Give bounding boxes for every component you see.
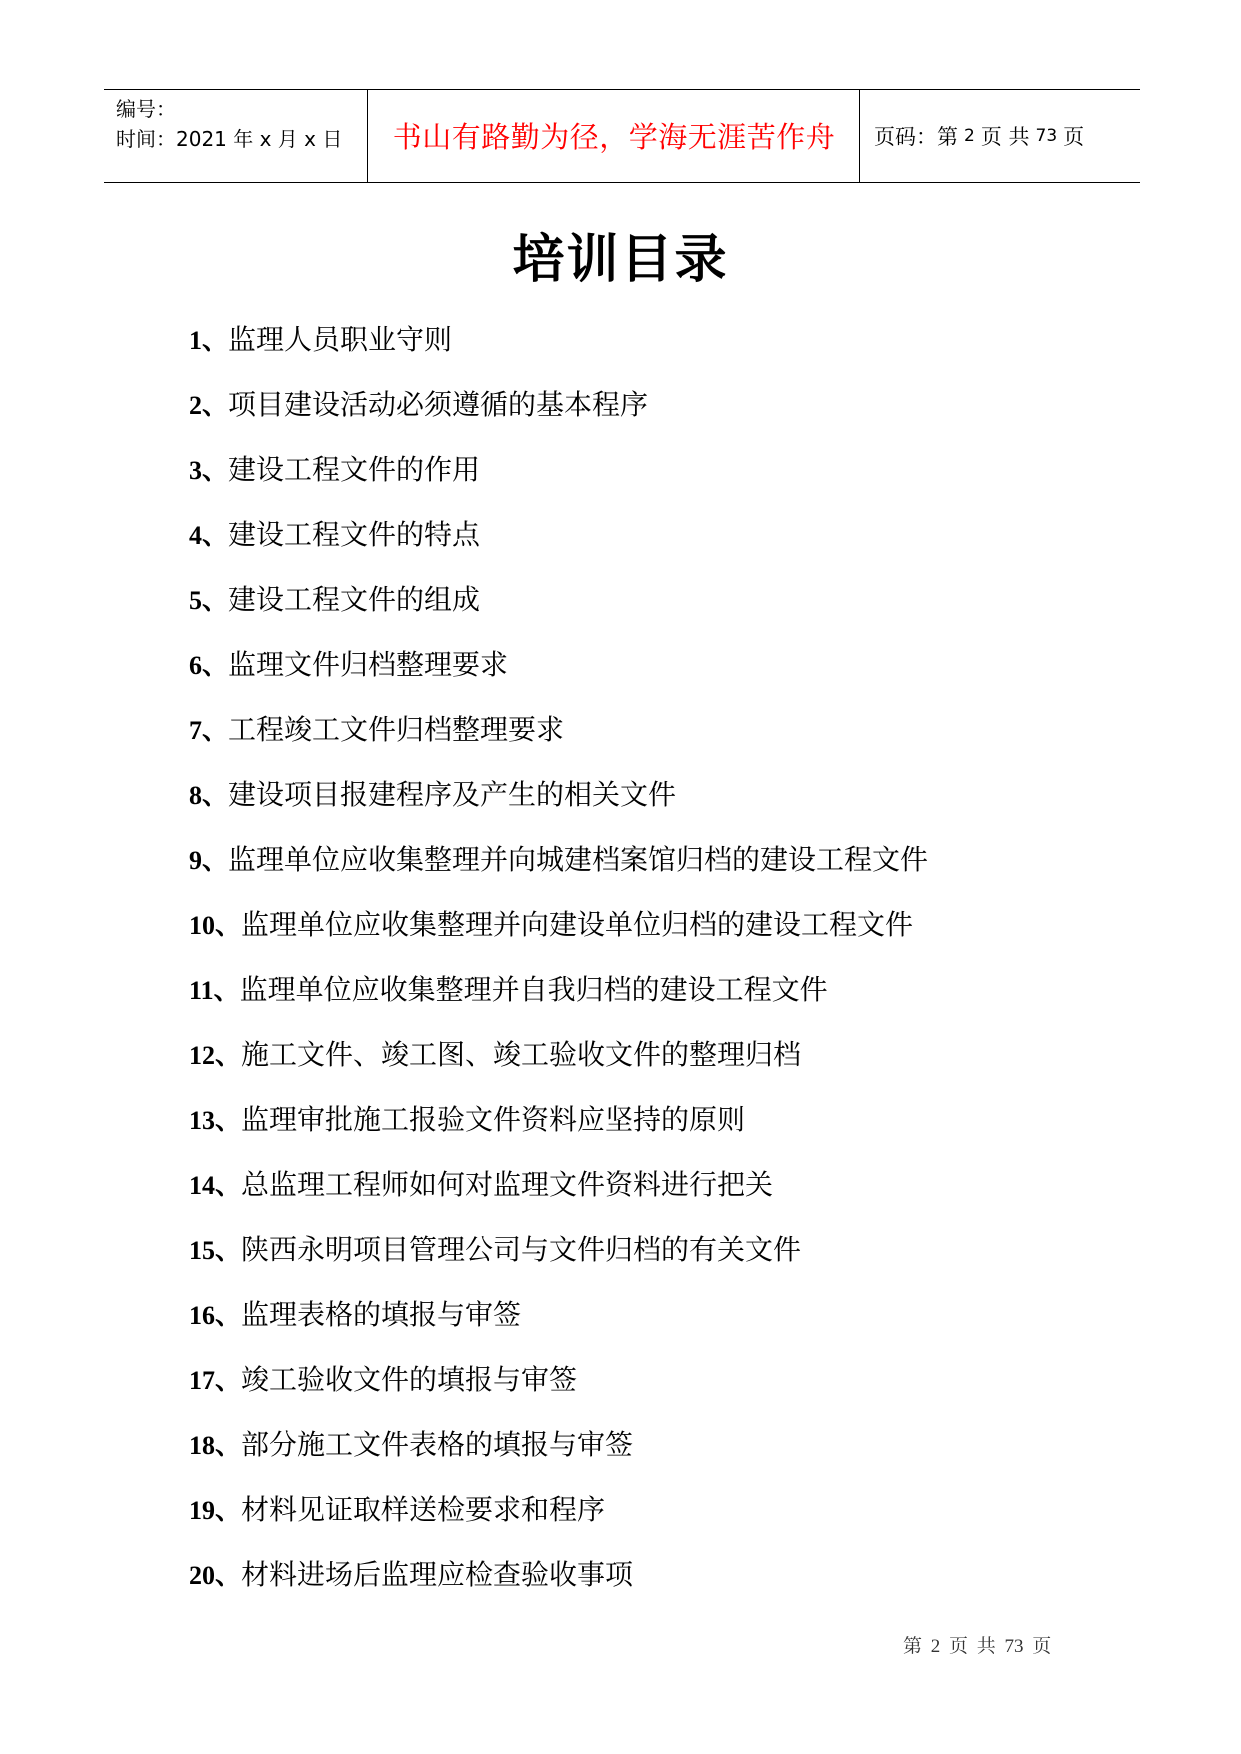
toc-item-number: 8、 xyxy=(189,781,229,810)
header-motto: 书山有路勤为径，学海无涯苦作舟 xyxy=(392,120,836,154)
page-footer: 第 2 页 共 73 页 xyxy=(903,1636,1052,1657)
toc-item xyxy=(189,776,928,841)
toc-item-number: 17、 xyxy=(189,1366,242,1395)
toc-item-number: 4、 xyxy=(189,521,229,550)
toc-item xyxy=(189,1296,928,1361)
toc-item xyxy=(189,451,928,516)
page-total: 73 xyxy=(1035,125,1058,146)
toc-item-title: 材料进场后监理应检查验收事项 xyxy=(241,1558,634,1591)
header-page-number xyxy=(874,90,1084,181)
page-mid: 页 共 xyxy=(980,124,1030,149)
toc-item-title: 监理单位应收集整理并向建设单位归档的建设工程文件 xyxy=(241,908,914,941)
toc-item-title: 监理单位应收集整理并自我归档的建设工程文件 xyxy=(239,973,828,1006)
toc-item-number: 5、 xyxy=(189,586,229,615)
toc-item-number: 9、 xyxy=(189,846,229,875)
toc-item-title: 部分施工文件表格的填报与审签 xyxy=(241,1428,634,1461)
toc-item-title: 项目建设活动必须遵循的基本程序 xyxy=(228,388,649,421)
toc-item-number: 15、 xyxy=(189,1236,242,1265)
toc-item-title: 建设工程文件的组成 xyxy=(228,583,481,616)
page-title: 培训目录 xyxy=(512,230,729,290)
page-suffix: 页 xyxy=(1063,124,1085,149)
toc-item xyxy=(189,1231,928,1296)
toc-item xyxy=(189,1556,928,1621)
toc-item-number: 7、 xyxy=(189,716,229,745)
toc-item xyxy=(189,1166,928,1231)
document-number-label: 编号： xyxy=(116,97,176,121)
toc-item xyxy=(189,1426,928,1491)
toc-item-title: 陕西永明项目管理公司与文件归档的有关文件 xyxy=(241,1233,802,1266)
toc-item xyxy=(189,971,928,1036)
toc-item-title: 监理表格的填报与审签 xyxy=(241,1298,522,1331)
toc-item-number: 13、 xyxy=(189,1106,242,1135)
header-meta xyxy=(116,94,342,154)
toc-item-number: 16、 xyxy=(189,1301,242,1330)
toc-item xyxy=(189,1491,928,1556)
toc-item-title: 建设工程文件的作用 xyxy=(228,453,481,486)
toc-item-number: 18、 xyxy=(189,1431,242,1460)
toc-item-title: 监理文件归档整理要求 xyxy=(228,648,509,681)
toc-item-number: 11、 xyxy=(189,976,240,1005)
toc-item-title: 竣工验收文件的填报与审签 xyxy=(241,1363,578,1396)
header-divider xyxy=(859,90,860,182)
toc-item-title: 监理审批施工报验文件资料应坚持的原则 xyxy=(241,1103,746,1136)
toc-item xyxy=(189,581,928,646)
toc-item-title: 监理人员职业守则 xyxy=(228,323,453,356)
toc-item xyxy=(189,711,928,776)
toc-item-number: 2、 xyxy=(189,391,229,420)
page-current: 2 xyxy=(964,125,975,146)
toc-item-number: 12、 xyxy=(189,1041,242,1070)
toc-item-title: 建设工程文件的特点 xyxy=(228,518,481,551)
toc-item-number: 19、 xyxy=(189,1496,242,1525)
toc-item-number: 20、 xyxy=(189,1561,242,1590)
document-date: 时间：2021 年 x 月 x 日 xyxy=(116,127,343,151)
toc-item-number: 14、 xyxy=(189,1171,242,1200)
toc-item-number: 10、 xyxy=(189,911,242,940)
toc-item xyxy=(189,841,928,906)
toc-item xyxy=(189,1361,928,1426)
toc-item xyxy=(189,1036,928,1101)
toc-item-number: 3、 xyxy=(189,456,229,485)
header-divider xyxy=(367,90,368,182)
toc-item-title: 施工文件、竣工图、竣工验收文件的整理归档 xyxy=(241,1038,802,1071)
toc-item-title: 监理单位应收集整理并向城建档案馆归档的建设工程文件 xyxy=(228,843,929,876)
table-of-contents xyxy=(189,321,928,1621)
toc-item-number: 1、 xyxy=(189,326,229,355)
toc-item-number: 6、 xyxy=(189,651,229,680)
toc-item xyxy=(189,321,928,386)
toc-item-title: 材料见证取样送检要求和程序 xyxy=(241,1493,606,1526)
page-prefix: 页码：第 xyxy=(874,124,958,149)
toc-item-title: 工程竣工文件归档整理要求 xyxy=(228,713,565,746)
toc-item-title: 总监理工程师如何对监理文件资料进行把关 xyxy=(241,1168,774,1201)
toc-item xyxy=(189,906,928,971)
toc-item-title: 建设项目报建程序及产生的相关文件 xyxy=(228,778,677,811)
toc-item xyxy=(189,646,928,711)
toc-item xyxy=(189,516,928,581)
toc-item xyxy=(189,386,928,451)
toc-item xyxy=(189,1101,928,1166)
page-header xyxy=(104,89,1140,183)
